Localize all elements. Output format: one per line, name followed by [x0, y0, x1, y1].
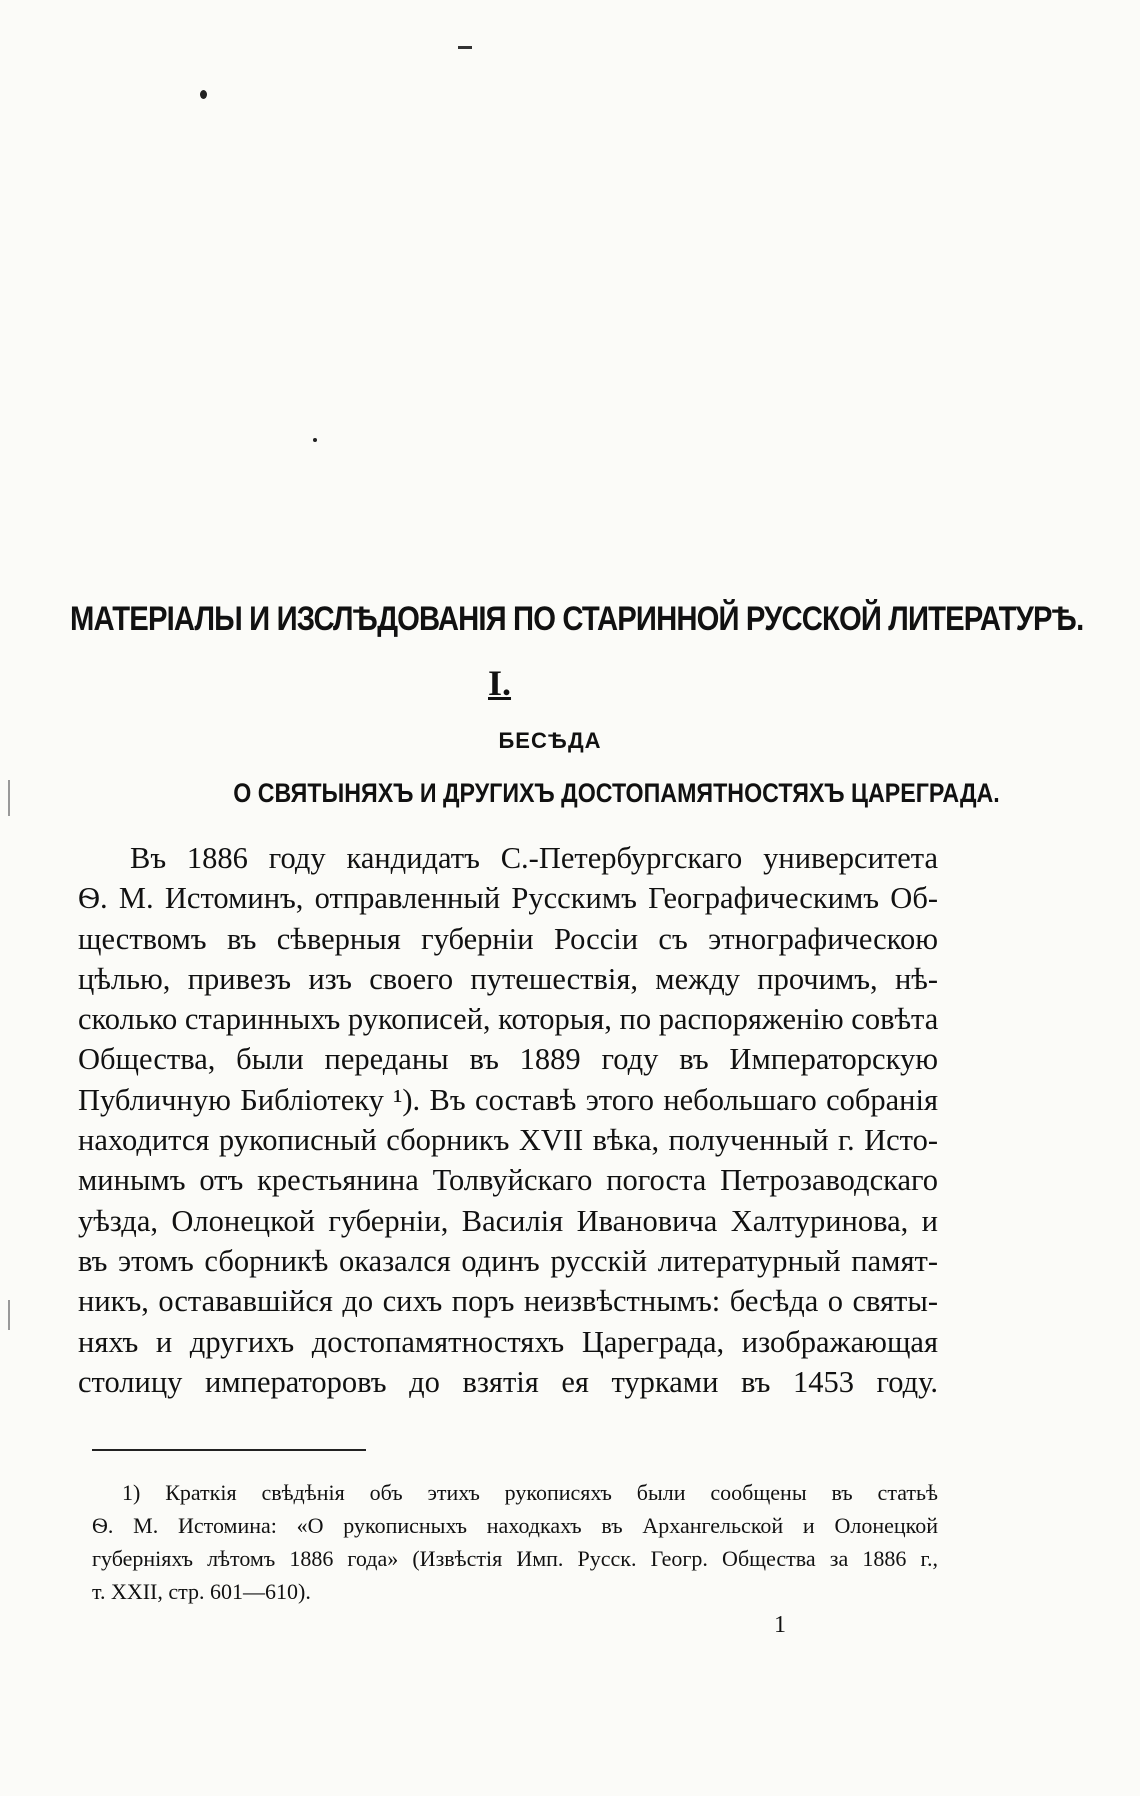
scan-speck [200, 90, 207, 99]
footnote-line: 1) Краткія свѣдѣнія объ этихъ рукописяхъ были сообщены въ статьѣ [122, 1480, 938, 1505]
body-line: Въ 1886 году кандидатъ С.-Петербургскаго университета [130, 841, 938, 875]
subheading-beseda: БЕСѢДА [498, 728, 602, 753]
body-line: въ этомъ сборникѣ оказался одинъ русскій литературный памят- [78, 1243, 938, 1278]
margin-mark [8, 780, 10, 816]
footnote [92, 1476, 938, 1608]
body-text [78, 838, 938, 1402]
body-line: сколько старинныхъ рукописей, которыя, по распоряженію совѣта [78, 1002, 939, 1037]
footnote-line: т. XXII, стр. 601—610). [92, 1579, 311, 1604]
body-line: никъ, остававшійся до сихъ поръ неизвѣстнымъ: бесѣда о святы- [78, 1284, 938, 1319]
body-line: минымъ отъ крестьянина Толвуйскаго погоста Петрозаводскаго [78, 1163, 938, 1198]
page-number: 1 [774, 1612, 786, 1638]
body-line: уѣзда, Олонецкой губерніи, Василія Ивановича Халтуринова, и [78, 1203, 938, 1238]
section-number: I. [488, 663, 512, 703]
footnote-line: губерніяхъ лѣтомъ 1886 года» (Извѣстія Имп. Русск. Геогр. Общества за 1886 г., [92, 1546, 938, 1571]
body-line: находится рукописный сборникъ XVII вѣка, полученный г. Исто- [78, 1123, 938, 1158]
scan-speck-dash [458, 46, 472, 49]
body-line: няхъ и другихъ достопамятностяхъ Цареграда, изображающая [78, 1324, 938, 1359]
margin-mark [8, 1300, 10, 1330]
footnote-rule [92, 1449, 366, 1451]
body-line: цѣлью, привезъ изъ своего путешествія, между прочимъ, нѣ- [78, 961, 938, 996]
footnote-line: Ѳ. М. Истомина: «О рукописныхъ находкахъ въ Архангельской и Олонецкой [92, 1513, 938, 1538]
body-line: ществомъ въ сѣверныя губерніи Россіи съ этнографическою [78, 921, 938, 956]
scan-speck [313, 438, 317, 442]
subheading-topic: О СВЯТЫНЯХЪ И ДРУГИХЪ ДОСТОПАМЯТНОСТЯХЪ ЦАРЕГРАДА. [233, 778, 1000, 808]
body-line: Ѳ. М. Истоминъ, отправленный Русскимъ Географическимъ Об- [78, 881, 938, 916]
body-line: Публичную Библіотеку ¹). Въ составѣ этого небольшаго собранія [78, 1082, 938, 1117]
page-title: МАТЕРІАЛЫ И ИЗСЛѢДОВАНІЯ ПО СТАРИННОЙ РУССКОЙ ЛИТЕРАТУРѢ. [70, 600, 1084, 638]
body-line: столицу императоровъ до взятія ея турками въ 1453 году. [78, 1364, 938, 1399]
body-line: Общества, были переданы въ 1889 году въ Императорскую [78, 1042, 938, 1077]
